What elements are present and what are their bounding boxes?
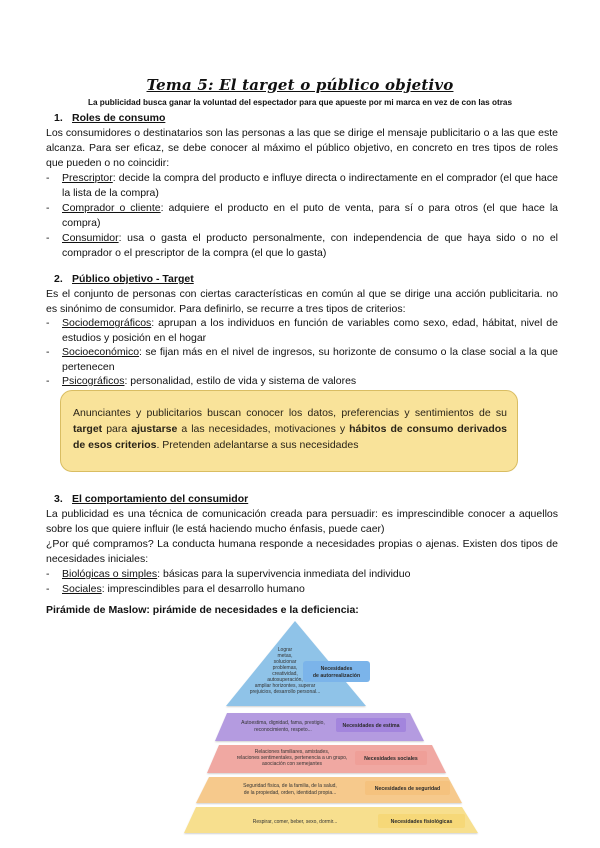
list-item-sociodemograficos: - Sociodemográficos: aprupan a los individuos en función de variables como sexo, edad, hábitat, nivel de estudios y posición en el hogar — [46, 317, 558, 344]
lvl2-line-1: Autoestima, dignidad, fama, prestigio, — [241, 720, 325, 726]
lvl1-line-3: solucionar — [273, 659, 297, 665]
list-item-prescriptor: - Prescriptor: decide la compra del producto e influye directa o indirectamente en el comprador (el que hace la lista de la compra) — [46, 172, 558, 199]
lvl3-line-3: asociación con semejantes — [261, 761, 323, 767]
lvl4-line-1: Seguridad física, de la familia, de la salud, — [243, 783, 337, 789]
lvl3-line-2: relaciones sentimentales, pertenencia a un grupo, — [236, 755, 348, 761]
bullet-dash: - — [46, 568, 50, 580]
term-consumidor: Consumidor — [62, 232, 119, 244]
term-sociodemograficos: Sociodemográficos — [62, 317, 152, 329]
list-item-comprador: - Comprador o cliente: adquiere el producto en el puto de venta, para sí o para otros (el que hace la compra) — [46, 202, 559, 229]
term-socioeconomico: Socioeconómico — [62, 346, 140, 358]
section-3-number: 3. — [54, 493, 63, 505]
term-psicograficos: Psicográficos — [62, 375, 125, 387]
term-prescriptor: Prescriptor — [62, 172, 113, 184]
callout-bold-target: target — [73, 423, 103, 435]
section-2-title: Público objetivo - Target — [72, 273, 194, 285]
bullet-dash: - — [46, 232, 50, 244]
list-item-socioeconomico: - Socioeconómico: se fijan más en el nivel de ingresos, su horizonte de consumo o la clase social a la que pertenecen — [46, 346, 558, 373]
list-item-biologicas: - Biológicas o simples: básicas para la supervivencia inmediata del individuo — [46, 568, 411, 580]
bullet-dash: - — [46, 172, 50, 184]
list-item-consumidor: - Consumidor: usa o gasta el producto personalmente, con independencia de que haya sido o no el comprador o el prescriptor de la compra (el que lo gasta) — [46, 232, 558, 259]
lvl1-line-5: creatividad, — [272, 671, 298, 677]
lvl5-line-1: Respirar, comer, beber, sexo, dormir... — [252, 819, 338, 825]
lvl2-line-2: reconocimiento, respeto... — [254, 727, 312, 733]
callout-bold-habitos: hábitos de consumo derivados de esos criterios — [73, 423, 507, 451]
tag-estima-label: Necesidades de estima — [342, 723, 400, 729]
term-comprador: Comprador o cliente — [62, 202, 161, 214]
term-biologicas: Biológicas o simples — [62, 568, 158, 580]
highlight-callout: Anunciantes y publicitarios buscan conocer los datos, preferencias y sentimientos de su target para ajustarse a las necesidades, motivaciones y hábitos de consumo derivados de esos criterios. Pretenden adelantarse a sus necesidades — [60, 390, 518, 472]
section-3-title: El comportamiento del consumidor — [72, 493, 249, 505]
lvl4-line-2: de la propiedad, orden, identidad propia... — [243, 790, 337, 796]
tag-seguridad-label: Necesidades de seguridad — [374, 786, 441, 792]
lvl1-line-2: metas, — [277, 653, 293, 659]
maslow-title: Pirámide de Maslow: pirámide de necesidades e la deficiencia: — [46, 604, 359, 616]
section-1-intro: Los consumidores o destinatarios son las personas a las que se dirige el mensaje publicitario o a las que este alcanza. Para ser eficaz, se debe conocer al máximo el público objetivo, en concreto en tres tipos de roles que pueden o no coincidir: — [46, 127, 558, 169]
tag-sociales-label: Necesidades sociales — [364, 756, 418, 762]
bullet-dash: - — [46, 583, 50, 595]
lvl1-line-8: prejuicios, desarrollo personal... — [249, 689, 321, 695]
tag-autorrealizacion-line-1: Necesidades — [320, 666, 353, 672]
list-item-sociales: - Sociales: imprescindibles para el desarrollo humano — [46, 583, 305, 595]
section-3-intro-1: La publicidad es una técnica de comunicación creada para persuadir: es imprescindible conocer a aquellos sobre los que quiere influir (le está haciendo mucho énfasis, puede caer) — [46, 508, 558, 535]
section-1-title: Roles de consumo — [72, 112, 166, 124]
lvl1-line-1: Lograr — [277, 647, 293, 653]
section-2-intro: Es el conjunto de personas con ciertas características en común al que se dirige una acción publicitaria. no es sinónimo de consumidor. Para definirlo, se recurre a tres tipos de criterios: — [46, 288, 558, 315]
section-3-intro-2: ¿Por qué compramos? La conducta humana responde a necesidades propias o ajenas. Existen dos tipos de necesidades iniciales: — [46, 538, 558, 565]
callout-bold-ajustarse: ajustarse — [131, 423, 178, 435]
term-sociales: Sociales — [62, 583, 102, 595]
page-title: Tema 5: El target o público objetivo — [146, 76, 454, 94]
list-item-psicograficos: - Psicográficos: personalidad, estilo de vida y sistema de valores — [46, 375, 357, 387]
bullet-dash: - — [46, 375, 50, 387]
page-subtitle: La publicidad busca ganar la voluntad del espectador para que apueste por mi marca en vez de con las otras — [87, 98, 513, 107]
bullet-dash: - — [46, 202, 50, 214]
lvl1-line-6: autosuperación, — [267, 677, 303, 683]
lvl1-line-4: problemas, — [272, 665, 298, 671]
section-1-number: 1. — [54, 112, 63, 124]
bullet-dash: - — [46, 317, 50, 329]
lvl3-line-1: Relaciones familiares, amistades, — [254, 749, 330, 755]
section-2-number: 2. — [54, 273, 63, 285]
tag-autorrealizacion-line-2: de autorrealización — [312, 673, 361, 679]
tag-fisiologicas-label: Necesidades fisiológicas — [390, 819, 453, 825]
lvl1-line-7: ampliar horizontes, superar — [254, 683, 316, 689]
bullet-dash: - — [46, 346, 50, 358]
